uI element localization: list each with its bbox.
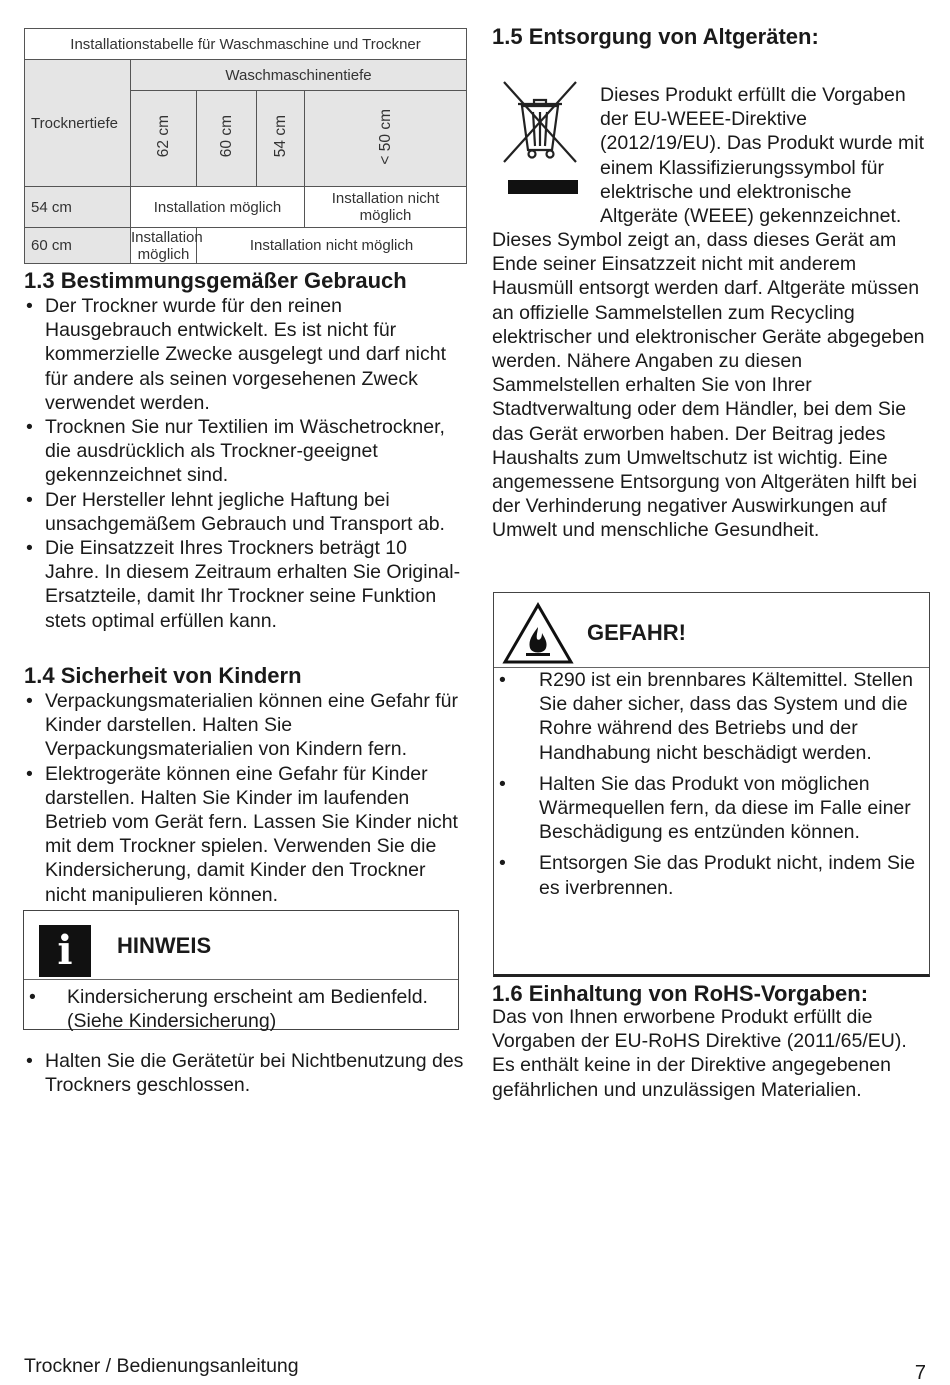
list-item: • Trocknen Sie nur Textilien im Wäschetrockner, die ausdrücklich als Trockner-geeignet gekennzeichnet sind.	[24, 415, 466, 488]
table-cell-not-possible: Installation nicht möglich	[197, 228, 467, 264]
gefahr-header	[494, 593, 929, 668]
hinweis-box	[23, 910, 459, 1033]
section-heading-1-6: 1.6 Einhaltung von RoHS-Vorgaben:	[492, 981, 869, 1006]
list-1-4	[24, 689, 466, 907]
list-item: • Halten Sie die Gerätetür bei Nichtbenutzung des Trockners geschlossen.	[24, 1049, 466, 1097]
weee-intro: Dieses Produkt erfüllt die Vorgaben der EU-WEEE-Direktive (2012/19/EU). Das Produkt wurde mit einem Klassifizierungssymbol für elektrische und elektronische Altgeräte (WEEE) gekennzeichnet.	[600, 84, 925, 228]
washer-depth-cell: < 50 cm	[305, 91, 467, 187]
washer-depth-cell: 60 cm	[197, 91, 257, 187]
list-item: • Die Einsatzzeit Ihres Trockners beträgt 10 Jahre. In diesem Zeitraum erhalten Sie Original-Ersatzteile, damit Ihr Trockner seine Funktion stets optimal erfüllen kann.	[24, 536, 466, 633]
rohs-body: Das von Ihnen erworbene Produkt erfüllt die Vorgaben der EU-RoHS Direktive (2011/65/EU). Es enthält keine in der Direktive angegebenen gefährlichen und unzulässigen Materialien.	[492, 1006, 907, 1101]
gefahr-title: GEFAHR!	[587, 620, 686, 645]
dryer-depth-cell: 60 cm	[25, 228, 131, 264]
list-item: • Der Trockner wurde für den reinen Hausgebrauch entwickelt. Es ist nicht für kommerzielle Zwecke ausgelegt und darf nicht für andere als seinen vorgesehenen Zweck verwendet werden.	[24, 294, 466, 415]
table-title: Installationstabelle für Waschmaschine und Trockner	[25, 29, 467, 60]
gefahr-item: • Entsorgen Sie das Produkt nicht, indem Sie es iverbrennen.	[494, 851, 929, 899]
hinweis-header	[24, 911, 458, 980]
dryer-depth-header: Trocknertiefe	[25, 60, 131, 187]
list-after-hinweis	[24, 1049, 466, 1097]
section-heading-1-4: 1.4 Sicherheit von Kindern	[24, 663, 302, 688]
table-cell-possible: Installation möglich	[131, 187, 305, 228]
list-item: • Verpackungsmaterialien können eine Gefahr für Kinder darstellen. Halten Sie Verpackungsmaterialien von Kindern fern.	[24, 689, 466, 762]
installation-table	[24, 28, 467, 264]
crossed-out-bin-icon	[500, 78, 580, 198]
dryer-depth-cell: 54 cm	[25, 187, 131, 228]
list-item: • Der Hersteller lehnt jegliche Haftung bei unsachgemäßem Gebrauch und Transport ab.	[24, 488, 466, 536]
gefahr-item: • R290 ist ein brennbares Kältemittel. Stellen Sie daher sicher, dass das System und die Rohre während des Betriebs und der Handhabung nicht beschädigt werden.	[494, 668, 929, 765]
washer-depth-cell: 62 cm	[131, 91, 197, 187]
footer-title: Trockner / Bedienungsanleitung	[24, 1355, 299, 1377]
section-heading-1-3: 1.3 Bestimmungsgemäßer Gebrauch	[24, 268, 407, 293]
hinweis-title: HINWEIS	[117, 933, 212, 958]
table-cell-possible: Installation möglich	[131, 228, 203, 263]
washer-depth-header: Waschmaschinentiefe	[131, 60, 467, 91]
list-item: • Elektrogeräte können eine Gefahr für Kinder darstellen. Halten Sie Kinder im laufenden Betrieb vom Gerät fern. Lassen Sie Kinder nicht mit dem Trockner spielen. Verwenden Sie die Kindersicherung, damit Kinder den Trockner nicht manipulieren können.	[24, 762, 466, 907]
table-cell-not-possible: Installation nicht möglich	[305, 187, 467, 228]
list-1-3	[24, 294, 466, 633]
hinweis-item: • Kindersicherung erscheint am Bedienfeld. (Siehe Kindersicherung)	[24, 985, 458, 1033]
weee-body: Dieses Symbol zeigt an, dass dieses Gerät am Ende seiner Einsatzzeit nicht mit anderem Hausmüll entsorgt werden darf. Altgeräte müssen an offizielle Sammelstellen zum Recycling elektrischer und elektronischer Geräte abgegeben werden. Nähere Angaben zu diesen Sammelstellen erhalten Sie von Ihrer Stadtverwaltung oder dem Händler, bei dem Sie das Gerät erworben haben. Der Beitrag jedes Haushalts zum Umweltschutz ist wichtig. Eine angemessene Entsorgung von Altgeräten hilft bei der Verhinderung negativer Auswirkungen auf Umwelt und menschliche Gesundheit.	[492, 229, 925, 542]
page-number: 7	[914, 1362, 926, 1384]
gefahr-item: • Halten Sie das Produkt von möglichen Wärmequellen fern, da diese im Falle einer Beschädigung es entzünden können.	[494, 772, 929, 845]
gefahr-box	[493, 592, 930, 977]
section-heading-1-5: 1.5 Entsorgung von Altgeräten:	[492, 24, 819, 49]
info-icon: i	[39, 925, 91, 977]
flammable-warning-icon	[502, 601, 574, 665]
washer-depth-cell: 54 cm	[257, 91, 305, 187]
